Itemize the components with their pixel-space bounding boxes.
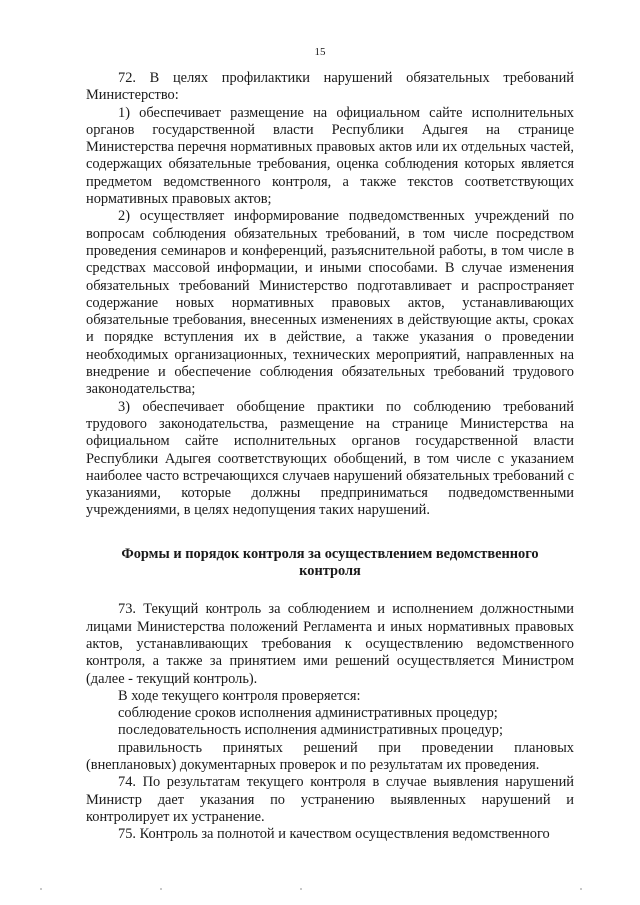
section-heading [86,546,574,581]
section-heading-line-2: контроля [299,563,361,580]
document-body [86,70,574,843]
paragraph-72: 72. В целях профилактики нарушений обязательных требований Министерство: [86,70,574,104]
page-number: 15 [314,46,326,58]
paragraph-73-check-2: последовательность исполнения административных процедур; [118,722,503,739]
paragraph-72-item-1: 1) обеспечивает размещение на официальном сайте исполнительных органов государственной власти Республики Адыгея на странице Министерства перечня нормативных правовых актов или их отдельных частей, содержащих обязательные требования, оценка соблюдения которых является предметом ведомственного контроля, а также текстов соответствующих нормативных правовых актов; [86,104,574,208]
scan-mark [160,888,162,890]
paragraph-73-check-3: правильность принятых решений при проведении плановых (внеплановых) документарных проверок и по результатам их проведения. [86,739,574,773]
section-heading-line-1: Формы и порядок контроля за осуществлением ведомственного [121,545,539,562]
paragraph-73-check-intro: В ходе текущего контроля проверяется: [118,687,361,704]
paragraph-73-check-1: соблюдение сроков исполнения административных процедур; [118,705,498,722]
paragraph-75: 75. Контроль за полнотой и качеством осуществления ведомственного [118,826,550,843]
paragraph-72-item-2: 2) осуществляет информирование подведомственных учреждений по вопросам соблюдения обязательных требований, в том числе посредством проведения семинаров и конференций, разъяснительной работы, в том числе в средствах массовой информации, и иными способами. В случае изменения обязательных требований Министерство подготавливает и распространяет содержание новых нормативных правовых актов, устанавливающих обязательные требования, внесенных изменениях в действующие акты, сроках и порядке вступления их в действие, а также указания о проведении необходимых организационных, технических мероприятий, направленных на внедрение и обеспечение соблюдения обязательных требований трудового законодательства; [86,208,574,398]
paragraph-73: 73. Текущий контроль за соблюдением и исполнением должностными лицами Министерства положений Регламента и иных нормативных правовых актов, устанавливающих требования к осуществлению ведомственного контроля, а также за принятием ими решений осуществляется Министром (далее - текущий контроль). [86,601,574,687]
scan-mark [300,888,302,890]
scan-mark [40,888,42,890]
scan-mark [580,888,582,890]
paragraph-74: 74. По результатам текущего контроля в случае выявления нарушений Министр дает указания по устранению выявленных нарушений и контролирует их устранение. [86,774,574,825]
paragraph-72-item-3: 3) обеспечивает обобщение практики по соблюдению требований трудового законодательства, размещение на странице Министерства на официальном сайте исполнительных органов государственной власти Республики Адыгея соответствующих обобщений, в том числе с указанием наиболее часто встречающихся случаев нарушений обязательных требований с указаниями, которые должны предприниматься подведомственными учреждениями, в целях недопущения таких нарушений. [86,398,574,519]
